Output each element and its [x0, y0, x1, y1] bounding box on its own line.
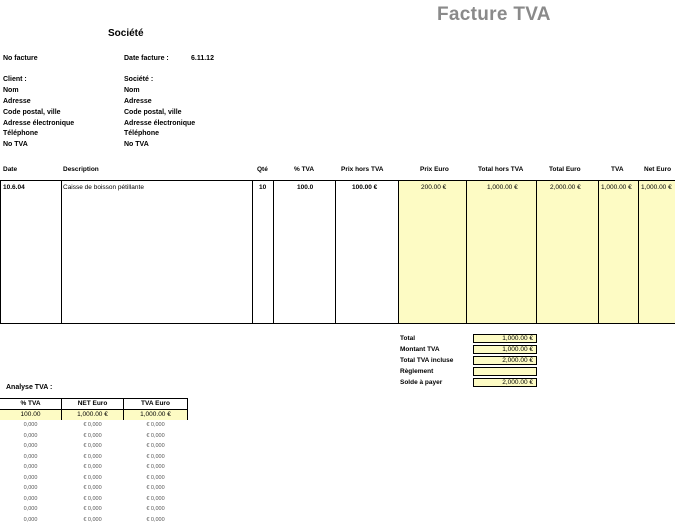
column-header-price-excl: Prix hors TVA — [341, 166, 384, 173]
row-price-euro: 200.00 € — [421, 184, 447, 191]
client-heading: Client : — [3, 76, 27, 83]
total-incl-vat-value: 2,000.00 € — [473, 356, 537, 365]
client-field: No TVA — [3, 141, 28, 148]
column-header-vat-pct: % TVA — [294, 166, 315, 173]
column-divider — [0, 180, 1, 324]
table-bottom-border — [0, 323, 675, 324]
column-divider — [536, 180, 537, 324]
total-label: Total — [400, 335, 416, 342]
invoice-date-value: 6.11.12 — [191, 55, 214, 62]
row-description: Caisse de boisson pétillante — [63, 184, 144, 191]
societe-field: Adresse — [124, 98, 152, 105]
row-date: 10.6.04 — [3, 184, 25, 191]
analysis-row-vat-euro: 1,000.00 € — [140, 411, 171, 418]
analysis-empty-cell: € 0,000 — [83, 464, 102, 470]
analysis-empty-cell: 0,000 — [23, 443, 38, 449]
row-total-euro: 2,000.00 € — [550, 184, 581, 191]
analysis-empty-cell: € 0,000 — [83, 495, 102, 502]
analysis-empty-cell: € 0,000 — [146, 474, 165, 481]
client-field: Adresse électronique — [3, 120, 75, 127]
column-header-vat: TVA — [611, 166, 624, 173]
column-header-description: Description — [63, 166, 99, 173]
analysis-header-vat-euro: TVA Euro — [141, 400, 170, 407]
balance-due-label: Solde à payer — [400, 379, 443, 386]
analysis-empty-cell: € 0,000 — [146, 432, 165, 439]
analysis-empty-cell: € 0,000 — [146, 495, 165, 502]
analysis-empty-cell: € 0,000 — [146, 422, 165, 428]
company-name: Société — [108, 28, 144, 39]
analysis-empty-cell: € 0,000 — [83, 485, 102, 491]
societe-field: No TVA — [124, 141, 149, 148]
column-divider — [598, 180, 599, 324]
client-field: Adresse — [3, 98, 31, 105]
analysis-empty-cell: € 0,000 — [83, 432, 102, 439]
row-vat-pct: 100.0 — [297, 184, 314, 191]
column-header-total-excl: Total hors TVA — [478, 166, 524, 173]
price-columns-highlight — [399, 181, 675, 324]
table-top-border — [0, 180, 675, 181]
analysis-empty-cell: 0,000 — [23, 464, 38, 470]
row-price-excl: 100.00 € — [352, 184, 378, 191]
analysis-empty-cell: € 0,000 — [146, 464, 165, 470]
payment-value — [473, 367, 537, 376]
column-divider — [638, 180, 639, 324]
client-field: Téléphone — [3, 130, 39, 137]
analysis-empty-cell: 0,000 — [23, 422, 38, 428]
invoice-title: Facture TVA — [437, 4, 551, 25]
column-divider — [61, 180, 62, 324]
analysis-empty-cell: 0,000 — [23, 506, 38, 512]
column-divider — [466, 180, 467, 324]
column-divider — [335, 180, 336, 324]
analysis-row-vat-pct: 100.00 — [20, 411, 41, 418]
invoice-date-label: Date facture : — [124, 55, 169, 62]
invoice-number-label: No facture — [3, 55, 38, 62]
column-divider — [252, 180, 253, 324]
societe-heading: Société : — [124, 76, 154, 83]
societe-field: Nom — [124, 87, 140, 94]
vat-amount-value: 1,000.00 € — [473, 345, 537, 354]
client-field: Nom — [3, 87, 19, 94]
analysis-empty-cell: € 0,000 — [83, 506, 102, 512]
column-header-total-euro: Total Euro — [549, 166, 581, 173]
total-value: 1,000.00 € — [473, 334, 537, 343]
total-incl-vat-label: Total TVA incluse — [400, 357, 454, 364]
row-total-excl: 1,000.00 € — [487, 184, 518, 191]
balance-due-value: 2,000.00 € — [473, 378, 537, 387]
analysis-empty-cell: € 0,000 — [83, 422, 102, 428]
payment-label: Règlement — [400, 368, 434, 375]
vat-analysis-title: Analyse TVA : — [6, 384, 53, 391]
analysis-empty-cell: € 0,000 — [146, 506, 165, 512]
analysis-empty-cell: 0,000 — [23, 432, 38, 439]
analysis-row-net-euro: 1,000.00 € — [77, 411, 108, 418]
column-divider — [187, 398, 188, 420]
row-net-euro: 1,000.00 € — [641, 184, 672, 191]
analysis-empty-cell: € 0,000 — [146, 485, 165, 491]
column-header-qty: Qté — [257, 166, 268, 173]
analysis-empty-cell: 0,000 — [23, 495, 38, 502]
row-qty: 10 — [259, 184, 267, 191]
column-header-net-euro: Net Euro — [644, 166, 672, 173]
societe-field: Téléphone — [124, 130, 160, 137]
analysis-empty-cell: € 0,000 — [83, 443, 102, 449]
analysis-empty-cell: 0,000 — [23, 474, 38, 481]
vat-amount-label: Montant TVA — [400, 346, 440, 353]
analysis-empty-cell: € 0,000 — [146, 453, 165, 460]
column-header-date: Date — [3, 166, 18, 173]
analysis-empty-cell: € 0,000 — [83, 453, 102, 460]
analysis-empty-cell: € 0,000 — [83, 516, 102, 523]
analysis-empty-cell: € 0,000 — [83, 474, 102, 481]
column-divider — [398, 180, 399, 324]
analysis-empty-cell: € 0,000 — [146, 516, 165, 523]
client-field: Code postal, ville — [3, 109, 61, 116]
column-header-price-euro: Prix Euro — [420, 166, 449, 173]
analysis-header-vat-pct: % TVA — [20, 400, 41, 407]
column-divider — [273, 180, 274, 324]
societe-field: Code postal, ville — [124, 109, 182, 116]
analysis-empty-cell: € 0,000 — [146, 443, 165, 449]
row-vat: 1,000.00 € — [601, 184, 632, 191]
analysis-header-net-euro: NET Euro — [77, 400, 108, 407]
societe-field: Adresse électronique — [124, 120, 196, 127]
analysis-empty-cell: 0,000 — [23, 516, 38, 523]
analysis-empty-cell: 0,000 — [23, 453, 38, 460]
analysis-empty-cell: 0,000 — [23, 485, 38, 491]
